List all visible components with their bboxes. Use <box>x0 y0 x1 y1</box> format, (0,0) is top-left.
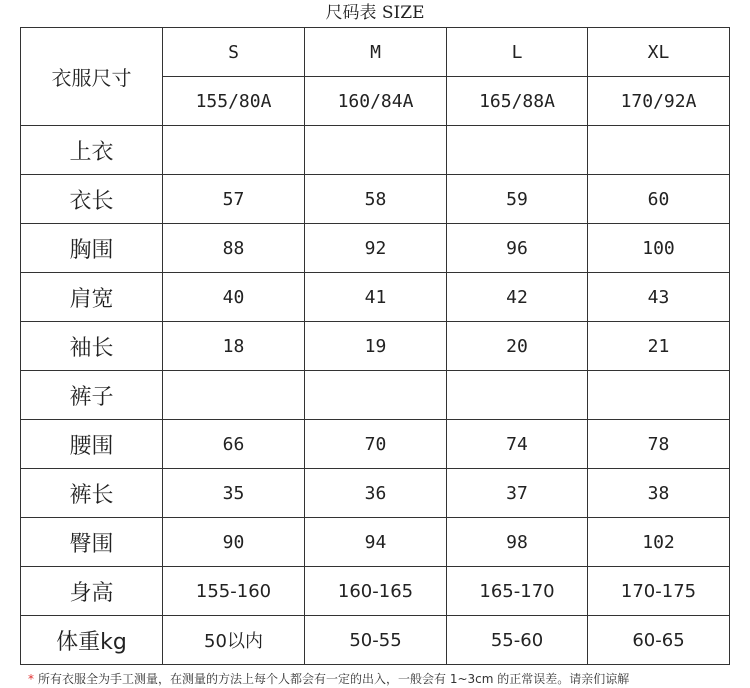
row-label-cell: 臀围 <box>21 518 163 567</box>
value-cell: 50-55 <box>305 616 447 665</box>
value-cell <box>588 371 730 420</box>
value-cell: 90 <box>163 518 305 567</box>
value-cell: 36 <box>305 469 447 518</box>
value-cell: 170-175 <box>588 567 730 616</box>
value-cell: 78 <box>588 420 730 469</box>
value-cell: 98 <box>447 518 588 567</box>
row-label-cell: 腰围 <box>21 420 163 469</box>
size-cell: S <box>163 28 305 77</box>
value-cell: 165-170 <box>447 567 588 616</box>
size-code-cell: 165/88A <box>447 77 588 126</box>
table-row <box>21 518 730 567</box>
value-cell <box>163 371 305 420</box>
row-label-cell: 裤长 <box>21 469 163 518</box>
value-cell: 74 <box>447 420 588 469</box>
value-cell: 94 <box>305 518 447 567</box>
value-cell: 60-65 <box>588 616 730 665</box>
value-cell: 42 <box>447 273 588 322</box>
page-title: 尺码表 SIZE <box>325 3 425 23</box>
footnote <box>28 670 750 688</box>
row-label-cell: 衣长 <box>21 175 163 224</box>
value-cell: 38 <box>588 469 730 518</box>
size-code-cell: 170/92A <box>588 77 730 126</box>
row-label-cell: 体重kg <box>21 616 163 665</box>
size-code-cell: 155/80A <box>163 77 305 126</box>
value-cell: 60 <box>588 175 730 224</box>
value-cell <box>305 126 447 175</box>
size-cell: XL <box>588 28 730 77</box>
row-label-cell: 胸围 <box>21 224 163 273</box>
table-row <box>21 371 730 420</box>
asterisk-icon: * <box>28 672 34 686</box>
footnote-text: 所有衣服全为手工测量，在测量的方法上每个人都会有一定的出入，一般会有 1~3cm 的正常误差。请亲们谅解 <box>38 672 630 686</box>
row-label-cell: 上衣 <box>21 126 163 175</box>
value-cell <box>163 126 305 175</box>
value-cell <box>305 371 447 420</box>
value-cell: 37 <box>447 469 588 518</box>
size-cell: M <box>305 28 447 77</box>
value-cell: 70 <box>305 420 447 469</box>
value-cell: 160-165 <box>305 567 447 616</box>
value-cell: 41 <box>305 273 447 322</box>
value-cell: 50以内 <box>163 616 305 665</box>
table-row <box>21 273 730 322</box>
value-cell: 57 <box>163 175 305 224</box>
value-cell: 92 <box>305 224 447 273</box>
row-label-cell: 身高 <box>21 567 163 616</box>
size-header-row <box>21 28 730 77</box>
table-row <box>21 175 730 224</box>
row-label-cell: 袖长 <box>21 322 163 371</box>
value-cell <box>588 126 730 175</box>
value-cell: 59 <box>447 175 588 224</box>
value-cell: 102 <box>588 518 730 567</box>
value-cell: 19 <box>305 322 447 371</box>
value-cell: 55-60 <box>447 616 588 665</box>
value-cell: 58 <box>305 175 447 224</box>
value-cell: 155-160 <box>163 567 305 616</box>
table-row <box>21 567 730 616</box>
value-cell: 88 <box>163 224 305 273</box>
value-cell: 35 <box>163 469 305 518</box>
value-cell <box>447 371 588 420</box>
value-cell: 40 <box>163 273 305 322</box>
value-cell: 20 <box>447 322 588 371</box>
value-cell: 18 <box>163 322 305 371</box>
size-code-cell: 160/84A <box>305 77 447 126</box>
value-cell: 96 <box>447 224 588 273</box>
value-cell <box>447 126 588 175</box>
table-row <box>21 224 730 273</box>
table-row <box>21 616 730 665</box>
value-cell: 66 <box>163 420 305 469</box>
size-cell: L <box>447 28 588 77</box>
row-label-cell: 肩宽 <box>21 273 163 322</box>
value-cell: 43 <box>588 273 730 322</box>
value-cell: 21 <box>588 322 730 371</box>
table-row <box>21 420 730 469</box>
table-row <box>21 322 730 371</box>
header-label-cell: 衣服尺寸 <box>21 28 163 126</box>
value-cell: 100 <box>588 224 730 273</box>
size-chart-table <box>20 27 730 665</box>
table-row <box>21 126 730 175</box>
row-label-cell: 裤子 <box>21 371 163 420</box>
table-row <box>21 469 730 518</box>
